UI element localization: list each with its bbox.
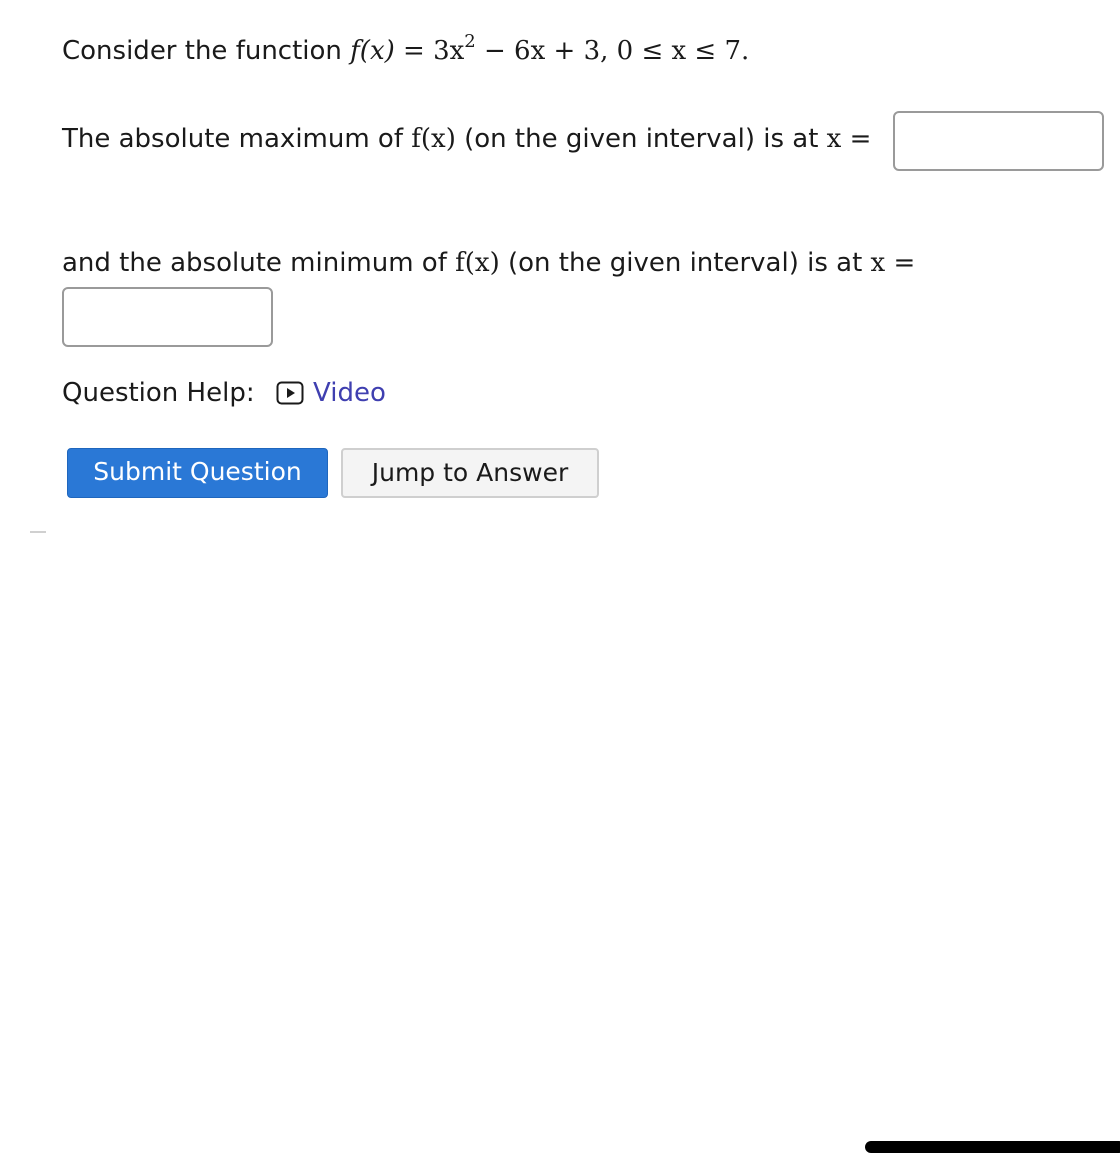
video-link-label: Video: [313, 378, 386, 408]
max-x-symbol: x: [826, 124, 842, 154]
min-prompt-pre: and the absolute minimum of: [62, 248, 456, 278]
function-expression: [350, 31, 750, 66]
question-help-label: Question Help:: [62, 378, 255, 408]
function-rhs-2: − 6x + 3, 0 ≤ x ≤ 7.: [475, 36, 750, 66]
min-prompt-fx: f(x): [455, 248, 500, 278]
divider-mark: [30, 531, 46, 533]
intro-text: Consider the function: [62, 36, 351, 66]
submit-question-button[interactable]: Submit Question: [67, 448, 328, 498]
jump-to-answer-button[interactable]: Jump to Answer: [341, 448, 599, 498]
function-rhs-1: = 3x: [403, 36, 465, 66]
max-equals: =: [841, 124, 872, 154]
play-icon: [276, 381, 304, 405]
question-help: [62, 376, 255, 410]
min-answer-input[interactable]: [62, 287, 273, 347]
min-equals: =: [885, 248, 916, 278]
function-statement: [62, 31, 750, 68]
exponent: 2: [464, 31, 476, 52]
min-x-symbol: x: [870, 248, 886, 278]
max-prompt-pre: The absolute maximum of: [62, 124, 412, 154]
home-indicator: [865, 1141, 1120, 1153]
max-answer-input[interactable]: [893, 111, 1104, 171]
video-help-link[interactable]: [276, 377, 386, 409]
max-prompt-fx: f(x): [411, 124, 456, 154]
max-prompt: [62, 122, 871, 156]
function-name: f(x): [350, 36, 395, 66]
max-prompt-post: (on the given interval) is at: [455, 124, 827, 154]
min-prompt: [62, 246, 915, 280]
min-prompt-post: (on the given interval) is at: [499, 248, 871, 278]
